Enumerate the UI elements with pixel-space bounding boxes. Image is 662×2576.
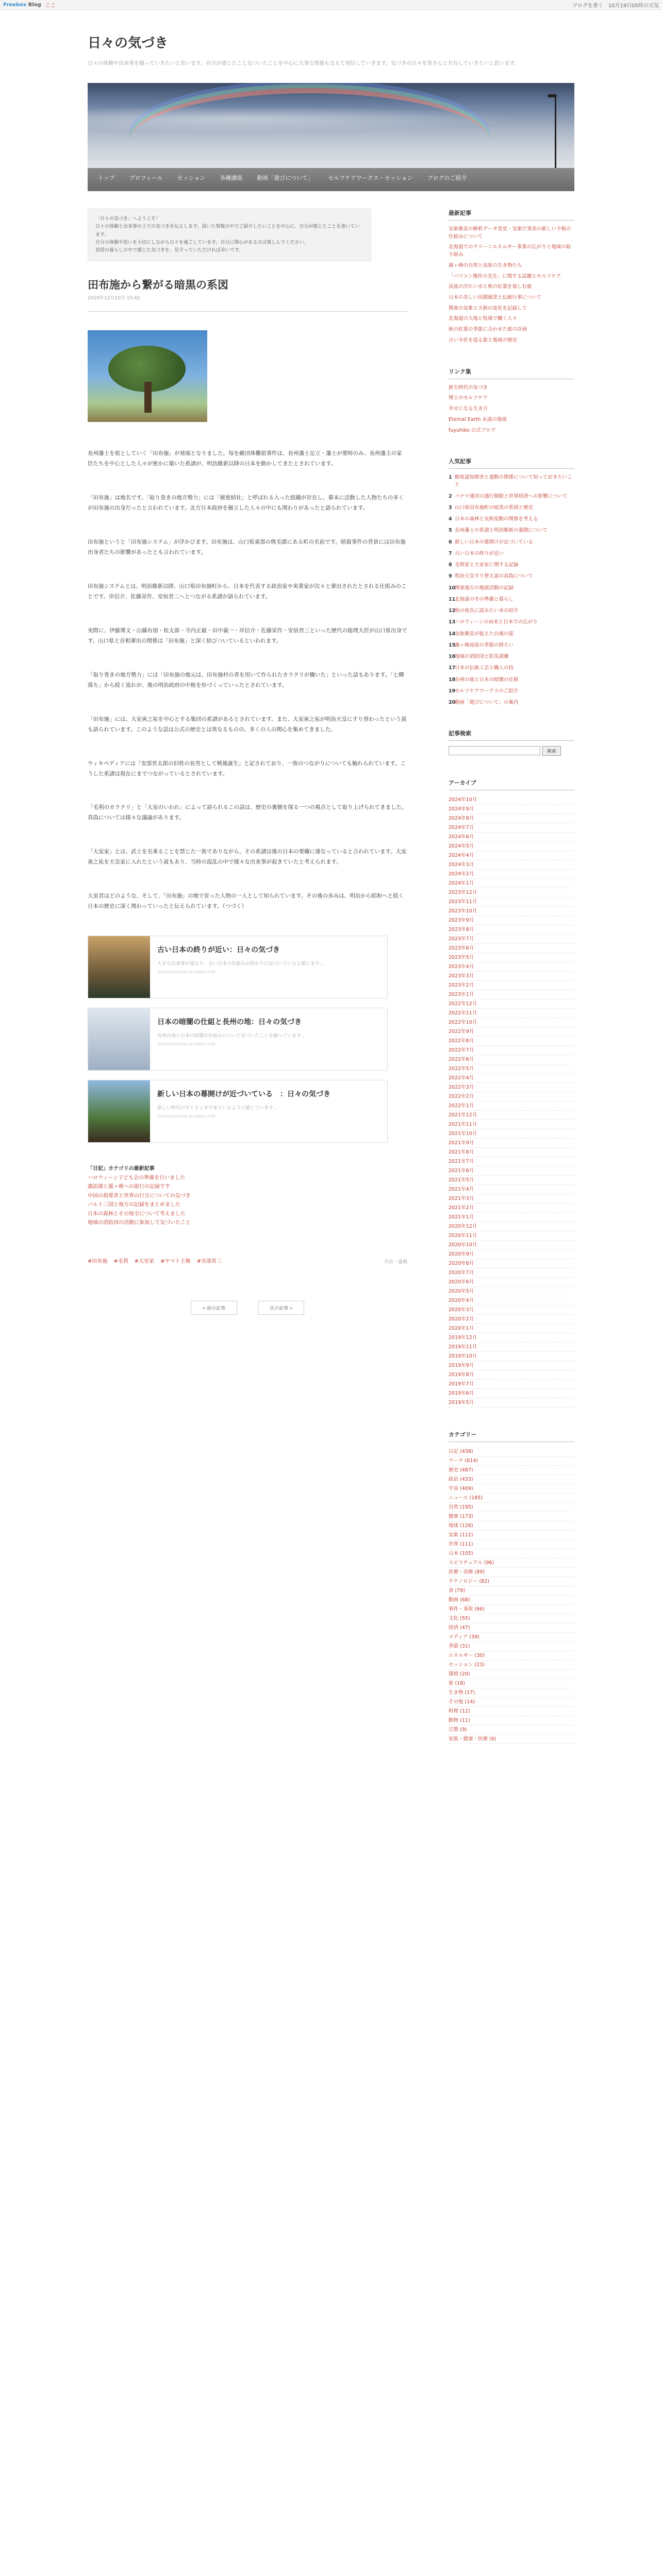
- related-post-link[interactable]: 諏訪湖と霧ヶ峰への旅行の記録です: [88, 1184, 170, 1190]
- popular-rank-number: 19: [449, 688, 456, 694]
- archive-month-link[interactable]: 2022年1月: [449, 1101, 574, 1111]
- popular-rank-number: 14: [449, 631, 456, 637]
- archive-month-link[interactable]: 2022年12月: [449, 999, 574, 1009]
- archive-month-link[interactable]: 2021年11月: [449, 1120, 574, 1129]
- link-card-title[interactable]: 古い日本の終りが近い：日々の気づき: [157, 946, 280, 955]
- category-link[interactable]: 生き物 (17): [449, 1688, 574, 1698]
- nav-item-video[interactable]: 動画「遊びについて」: [257, 175, 314, 181]
- header-banner-image: [88, 83, 574, 168]
- archive-month-link[interactable]: 2021年7月: [449, 1157, 574, 1166]
- post-image-tree[interactable]: [88, 330, 207, 422]
- popular-rank-number: 7: [449, 550, 452, 556]
- sidebar: [449, 209, 574, 1767]
- post-date: 2019年12月10日 15:42: [88, 296, 140, 301]
- popular-post-item: [449, 539, 574, 546]
- archive-month-link[interactable]: 2023年2月: [449, 981, 574, 990]
- popular-post-item: [449, 573, 574, 580]
- archive-month-link[interactable]: 2024年7月: [449, 823, 574, 833]
- archive-month-link[interactable]: 2019年11月: [449, 1343, 574, 1352]
- archive-month-link[interactable]: 2021年4月: [449, 1185, 574, 1194]
- archive-month-link[interactable]: 2021年8月: [449, 1148, 574, 1157]
- popular-post-item: [449, 504, 574, 512]
- popular-post-item: [449, 607, 574, 615]
- archive-month-link[interactable]: 2021年2月: [449, 1204, 574, 1213]
- top-bar: [0, 0, 662, 10]
- popular-rank-number: 17: [449, 665, 456, 671]
- archive-month-link[interactable]: 2023年6月: [449, 944, 574, 953]
- archive-month-link[interactable]: 2023年11月: [449, 897, 574, 907]
- popular-rank-number: 4: [449, 516, 452, 522]
- popular-post-item: [449, 562, 574, 569]
- embedded-link-cards: [88, 936, 449, 1143]
- popular-rank-number: 6: [449, 539, 452, 545]
- link-card[interactable]: [88, 1080, 388, 1143]
- archive-month-link[interactable]: 2024年3月: [449, 860, 574, 870]
- divider: [88, 311, 407, 312]
- archive-month-link[interactable]: 2024年5月: [449, 842, 574, 851]
- welcome-notice: 「日々の気づき」へようこそ！ 日々の体験と出来事の上での気づきを伝えします。頂いた情報の中でご紹介したいことを中心に、自分が感じたことを書いています。 自分の体験や思いを大切にしながら日々を過ごしています。自分に関心がある方は楽しんでください。 普段の暮らしの中で感じた気づきを、見守っていただければ幸いです。: [88, 209, 371, 261]
- recent-post-link[interactable]: 北海道の大地と牧場で働く人々: [449, 316, 518, 322]
- category-link[interactable]: 政治 (433): [449, 1475, 574, 1484]
- tag-link[interactable]: #毛利: [113, 1258, 128, 1264]
- main-column: [88, 209, 449, 1767]
- link-card[interactable]: [88, 1008, 388, 1071]
- category-link[interactable]: エネルギー (30): [449, 1651, 574, 1660]
- post-paragraph: 長州藩士を祖としていく「田布施」が発端となりました。毎を敵団体難組事件は、長州藩士足立・藩士が要時のみ、長州藩主の家臣たちを中心とした人々が密かに築いた系譜が、明治維新以降の日本を動かしてきたとされています。: [88, 450, 402, 467]
- popular-post-link[interactable]: 山口県田布施町の暗黒の系図と歴史: [455, 504, 534, 511]
- related-heading: 「日記」カテゴリの最新記事: [88, 1166, 155, 1172]
- post-paragraph: 「毛利のカラクリ」と「大室のいわれ」によって語られるこの話は、歴史の裏側を探る一つの視点として取り上げられてきました。真偽については様々な議論があります。: [88, 804, 407, 821]
- recent-post-link[interactable]: 渓流の冷たい水と秋の紅葉を楽しむ旅: [449, 284, 532, 290]
- link-card-title[interactable]: 新しい日本の幕開けが近づいている ：日々の気づき: [157, 1090, 330, 1099]
- popular-rank-number: 12: [449, 608, 456, 614]
- popular-post-link[interactable]: 動画「遊びについて」の案内: [455, 700, 519, 706]
- site-title[interactable]: 日々の気づき: [88, 36, 169, 51]
- category-link[interactable]: 動物 (11): [449, 1716, 574, 1725]
- link-card-excerpt: 大きな出来事が重なり、古い日本の仕組みが終わりに近づいていると感じます…: [157, 961, 325, 967]
- post-paragraph: 田布施というと「田布施システム」が浮かびます。田布施は、山口県東部の熊毛郡にある町の名前です。暗殺事件の背景には田布施出身者たちの影響があったとも言われています。: [88, 539, 406, 556]
- archive-month-link[interactable]: 2023年4月: [449, 962, 574, 972]
- nav-item-blog-intro[interactable]: ブログのご紹介: [427, 175, 467, 181]
- popular-post-link[interactable]: パナマ運河の通行制限と世界経済への影響について: [455, 493, 568, 499]
- link-card-body: [150, 1080, 338, 1142]
- category-link[interactable]: 世界 (111): [449, 1540, 574, 1549]
- archive-month-link[interactable]: 2022年10月: [449, 1018, 574, 1027]
- site-description: 日々の体験や出来事を綴っていきたいと思います。自分が感じたこと気づいたことを中心に大事な情報も交えて発信していきます。気づきの日々を皆さんと共有していきたいと思います。: [88, 61, 520, 66]
- category-link[interactable]: 事件・事故 (66): [449, 1605, 574, 1614]
- archive-month-link[interactable]: 2019年10月: [449, 1352, 574, 1361]
- popular-rank-number: 1: [449, 474, 452, 481]
- archive-month-link[interactable]: 2021年5月: [449, 1176, 574, 1185]
- links-heading: リンク集: [449, 367, 574, 379]
- popular-heading: 人気記事: [449, 457, 574, 469]
- link-card-thumbnail: [88, 1008, 150, 1070]
- archive-month-link[interactable]: 2020年10月: [449, 1241, 574, 1250]
- archive-month-link[interactable]: 2024年1月: [449, 879, 574, 888]
- popular-post-item: [449, 699, 574, 706]
- category-link[interactable]: 医療・治療 (89): [449, 1568, 574, 1577]
- share-report-link[interactable]: 共有・通報: [384, 1259, 407, 1265]
- popular-rank-number: 15: [449, 642, 456, 648]
- nav-item-top[interactable]: トップ: [98, 175, 115, 181]
- link-card-excerpt: 新しい時代がすぐそこまで来ているように感じています…: [157, 1106, 278, 1111]
- search-heading: 記事検索: [449, 729, 574, 741]
- search-section: [449, 729, 574, 756]
- recent-posts-section: [449, 209, 574, 345]
- category-link[interactable]: 環境 (20): [449, 1670, 574, 1679]
- archive-month-link[interactable]: 2020年11月: [449, 1231, 574, 1241]
- category-link[interactable]: 宗教 (9): [449, 1725, 574, 1735]
- archive-month-link[interactable]: 2022年7月: [449, 1046, 574, 1055]
- recent-post-link[interactable]: 「パソコン操作の先生」に関する話題とセルフケア: [449, 273, 561, 279]
- category-link[interactable]: その他 (14): [449, 1698, 574, 1707]
- popular-post-link[interactable]: 長州藩士の系譜と明治維新の裏側について: [455, 528, 548, 534]
- category-link[interactable]: 旅 (18): [449, 1679, 574, 1688]
- archive-month-link[interactable]: 2021年1月: [449, 1213, 574, 1222]
- archive-month-link[interactable]: 2022年6月: [449, 1055, 574, 1064]
- archive-month-link[interactable]: 2023年1月: [449, 990, 574, 999]
- archive-month-link[interactable]: 2019年9月: [449, 1361, 574, 1370]
- popular-post-item: [449, 596, 574, 603]
- category-link[interactable]: ニュース (185): [449, 1494, 574, 1503]
- archive-month-link[interactable]: 2019年5月: [449, 1398, 574, 1408]
- archive-month-link[interactable]: 2021年12月: [449, 1111, 574, 1120]
- popular-post-link[interactable]: 霧ヶ峰高原の季節の移ろい: [455, 642, 514, 648]
- recent-post-link[interactable]: 北海道でのクリーンエネルギー事業の広がりと地域の取り組み: [449, 244, 571, 258]
- category-heading: カテゴリー: [449, 1430, 574, 1442]
- popular-post-link[interactable]: 気象衛星が捉えた台風の姿: [455, 631, 514, 637]
- popular-posts-section: [449, 457, 574, 706]
- recent-post-link[interactable]: 関東の気象と天候の変化を記録して: [449, 305, 527, 311]
- post-paragraph: 「取り巻きの地方勢力」には「田布施の地元は、田布施村の者を用いて作られたカラクリが働いた」といった話もあります。「七卿落ち」から続く流れが、後の明治政府の中枢を形づくっていったとされています。: [88, 671, 404, 688]
- archive-month-link[interactable]: 2022年2月: [449, 1092, 574, 1101]
- popular-post-link[interactable]: 地域の消防団と防災訓練: [455, 654, 509, 660]
- archive-month-link[interactable]: 2022年8月: [449, 1037, 574, 1046]
- prev-post-button[interactable]: « 前の記事: [191, 1301, 237, 1315]
- archive-month-link[interactable]: 2019年12月: [449, 1333, 574, 1343]
- popular-post-item: [449, 619, 574, 626]
- popular-rank-number: 3: [449, 504, 452, 511]
- related-post-link[interactable]: ハロウィーン子ども会の準備を行いました: [88, 1175, 186, 1181]
- category-link[interactable]: セッション (23): [449, 1660, 574, 1670]
- archive-month-link[interactable]: 2023年3月: [449, 972, 574, 981]
- popular-post-link[interactable]: セルフケアワークスのご紹介: [455, 688, 519, 694]
- archive-month-link[interactable]: 2022年9月: [449, 1027, 574, 1037]
- archive-month-link[interactable]: 2023年8月: [449, 925, 574, 935]
- write-blog-link[interactable]: ブログを書く: [572, 3, 603, 9]
- top-bar-link[interactable]: ここ: [45, 3, 56, 9]
- archive-month-link[interactable]: 2023年12月: [449, 888, 574, 897]
- category-link[interactable]: 経済 (47): [449, 1623, 574, 1633]
- tag-link[interactable]: #ヤマト王権: [160, 1258, 191, 1264]
- archive-month-link[interactable]: 2024年2月: [449, 870, 574, 879]
- popular-rank-number: 13: [449, 619, 456, 625]
- popular-post-item: [449, 688, 574, 695]
- links-section: [449, 367, 574, 435]
- post-title[interactable]: 田布施から繋がる暗黒の系図: [88, 279, 228, 292]
- category-link[interactable]: 気象 (112): [449, 1531, 574, 1540]
- recent-post-link[interactable]: 日本の美しい田園風景と伝統行事について: [449, 295, 542, 301]
- related-post-link[interactable]: 日本の森林とその保全について考えました: [88, 1211, 186, 1217]
- external-link[interactable]: Eternal Earth 永遠の地球: [449, 416, 507, 422]
- global-nav: [88, 168, 574, 191]
- category-link[interactable]: 家族・健康・医療 (6): [449, 1735, 574, 1744]
- category-link[interactable]: 料理 (12): [449, 1707, 574, 1716]
- archive-month-link[interactable]: 2021年9月: [449, 1139, 574, 1148]
- popular-rank-number: 5: [449, 528, 452, 534]
- archive-month-link[interactable]: 2024年10月: [449, 795, 574, 805]
- archive-heading: アーカイブ: [449, 778, 574, 790]
- link-card[interactable]: [88, 936, 388, 998]
- site-header: [0, 10, 662, 67]
- archive-month-link[interactable]: 2019年6月: [449, 1389, 574, 1398]
- search-button[interactable]: 検索: [542, 746, 561, 756]
- category-link[interactable]: スピリチュアル (96): [449, 1558, 574, 1568]
- popular-rank-number: 2: [449, 493, 452, 499]
- link-card-thumbnail: [88, 1080, 150, 1142]
- post-paragraph: ウィキペディアには「安部晋太郎の旧姓の長男として戦後誕生」と記されており、一族のつながりについても触れられています。こうした系譜は現在にまでつながっているとされています。: [88, 760, 406, 777]
- category-link[interactable]: 健康 (173): [449, 1512, 574, 1521]
- related-post-link[interactable]: 地域の消防団の活動に参加して気づいたこと: [88, 1220, 191, 1226]
- popular-post-link[interactable]: 軽度認知障害と運動の関係について知っておきたいこと: [455, 474, 572, 488]
- popular-post-item: [449, 631, 574, 638]
- archive-month-link[interactable]: 2020年7月: [449, 1268, 574, 1278]
- archive-month-link[interactable]: 2023年5月: [449, 953, 574, 962]
- popular-post-link[interactable]: 長州の地と日本の暗闇の仕組: [455, 676, 519, 683]
- category-link[interactable]: 動画 (68): [449, 1596, 574, 1605]
- popular-post-item: [449, 493, 574, 500]
- nav-item-profile[interactable]: プロフィール: [129, 175, 163, 181]
- popular-post-item: [449, 585, 574, 592]
- archive-month-link[interactable]: 2023年7月: [449, 935, 574, 944]
- tag-link[interactable]: #大室家: [134, 1258, 155, 1264]
- recent-posts-heading: 最新記事: [449, 209, 574, 221]
- category-link[interactable]: 歴史 (487): [449, 1466, 574, 1475]
- related-posts: [88, 1164, 449, 1228]
- popular-post-item: [449, 516, 574, 523]
- tag-link[interactable]: #田布施: [88, 1258, 108, 1264]
- post-pager: [88, 1301, 407, 1315]
- link-card-url: fukuroushosha.at.webry.info: [157, 1042, 216, 1047]
- popular-rank-number: 20: [449, 700, 456, 706]
- external-link[interactable]: 幸せになる生き方: [449, 406, 488, 412]
- category-link[interactable]: ワーク (614): [449, 1456, 574, 1466]
- category-link[interactable]: 地球 (126): [449, 1521, 574, 1531]
- archive-month-link[interactable]: 2022年3月: [449, 1083, 574, 1092]
- category-link[interactable]: 文化 (55): [449, 1614, 574, 1623]
- archive-month-link[interactable]: 2020年4月: [449, 1296, 574, 1306]
- archive-month-link[interactable]: 2020年5月: [449, 1287, 574, 1296]
- archive-month-link[interactable]: 2024年4月: [449, 851, 574, 860]
- popular-post-link[interactable]: 新しい日本の幕開けが近づいている: [455, 539, 534, 545]
- nav-item-courses[interactable]: 各種講座: [220, 175, 243, 181]
- blog-service-logo[interactable]: Freebox Blog: [3, 2, 41, 8]
- archive-month-link[interactable]: 2022年11月: [449, 1009, 574, 1018]
- archive-month-link[interactable]: 2019年7月: [449, 1380, 574, 1389]
- popular-post-link[interactable]: 毛利家と大室家に関する記録: [455, 562, 519, 568]
- post-paragraph: 「田布施」は地名です。「取り巻きの地方勢力」には「秘密結社」と呼ばれる入った組織が存在し、幕末に活動した人物たちの多くが田布施の出身だったと言われています。北方日本政府を樹立した人々の中にも関わりがあったと語られています。: [88, 495, 404, 512]
- external-link[interactable]: 博士のセルフケア: [449, 395, 488, 401]
- popular-post-item: [449, 527, 574, 534]
- post-paragraph: 「大室家」とは、武士を名乗ることを禁じた一族でありながら、その系譜は後の日本の要職に連なっていると言われています。大室寅之祐を天皇家に入れたという説もあり、当時の混乱の中で様々な出来事が起きていたと考えられます。: [88, 849, 407, 866]
- popular-rank-number: 18: [449, 676, 456, 683]
- category-link[interactable]: 宇宙 (409): [449, 1484, 574, 1494]
- archive-month-link[interactable]: 2023年10月: [449, 907, 574, 916]
- archive-month-link[interactable]: 2020年2月: [449, 1315, 574, 1324]
- category-link[interactable]: 日記 (438): [449, 1447, 574, 1456]
- next-post-button[interactable]: 次の記事 »: [258, 1301, 304, 1315]
- link-card-body: [150, 936, 332, 998]
- archive-month-link[interactable]: 2020年12月: [449, 1222, 574, 1231]
- post-paragraph: 大室君はどのような、そして、「田布施」の地で育った人物の一人として知られています。その後の歩みは、明治から昭和へと続く日本の歴史に深く関わっていったと伝えられています。（つづく）: [88, 893, 404, 910]
- archive-month-link[interactable]: 2021年10月: [449, 1129, 574, 1139]
- link-card-body: [150, 1008, 313, 1070]
- popular-post-link[interactable]: ハロウィーンの由来と日本での広がり: [455, 619, 538, 625]
- archive-month-link[interactable]: 2020年1月: [449, 1324, 574, 1333]
- popular-rank-number: 16: [449, 654, 456, 660]
- post-paragraph: 「田布施」には、大室寅之祐を中心とする集団の系譜があるとされています。また、大室寅之祐が明治天皇にすり替わったという説も語られています。このような話は公式の歴史とは異なるものの、多くの人の関心を集めてきました。: [88, 716, 407, 733]
- popular-rank-number: 10: [449, 585, 456, 591]
- recent-post-link[interactable]: 古い寺社を巡る旅と地域の歴史: [449, 337, 518, 343]
- popular-post-link[interactable]: 秋の夜長に読みたい本の紹介: [455, 608, 519, 614]
- popular-post-item: [449, 653, 574, 660]
- category-link[interactable]: メディア (39): [449, 1633, 574, 1642]
- post-body: [88, 449, 449, 912]
- popular-post-link[interactable]: 明治天皇すり替え説の真偽について: [455, 573, 533, 580]
- tag-link[interactable]: #安部晋三: [196, 1258, 222, 1264]
- archive-month-link[interactable]: 2024年8月: [449, 814, 574, 823]
- link-card-url: fukuroushosha.at.webry.info: [157, 1114, 216, 1119]
- weather-link[interactable]: 10月19日05時の天気: [608, 3, 659, 9]
- archive-month-link[interactable]: 2022年5月: [449, 1064, 574, 1074]
- archive-month-link[interactable]: 2023年9月: [449, 916, 574, 925]
- related-post-link[interactable]: 中国の指導者と世界の行方についての気づき: [88, 1193, 191, 1199]
- link-card-excerpt: 長州の地と日本の暗闇の仕組みについて気づいたことを綴っています…: [157, 1033, 306, 1039]
- archive-month-link[interactable]: 2020年8月: [449, 1259, 574, 1268]
- category-link[interactable]: テクノロジー (82): [449, 1577, 574, 1586]
- popular-post-link[interactable]: 関東地方の地震活動の記録: [455, 585, 514, 591]
- archive-month-link[interactable]: 2024年9月: [449, 805, 574, 814]
- related-post-link[interactable]: バルト三国と地方の記録をまとめました: [88, 1202, 180, 1208]
- category-link[interactable]: 食 (79): [449, 1586, 574, 1596]
- link-card-thumbnail: [88, 936, 150, 998]
- archive-month-link[interactable]: 2024年6月: [449, 833, 574, 842]
- archive-month-link[interactable]: 2020年3月: [449, 1306, 574, 1315]
- popular-rank-number: 9: [449, 573, 452, 580]
- popular-rank-number: 8: [449, 562, 452, 568]
- archive-month-link[interactable]: 2021年6月: [449, 1166, 574, 1176]
- popular-post-link[interactable]: 日本の森林と気候変動の関係を考える: [455, 516, 538, 522]
- search-input[interactable]: [449, 746, 540, 755]
- archive-month-link[interactable]: 2022年4月: [449, 1074, 574, 1083]
- category-link[interactable]: 自然 (195): [449, 1503, 574, 1512]
- category-link[interactable]: 日本 (105): [449, 1549, 574, 1558]
- recent-post-link[interactable]: 気象衛星の解析データ変更・気象庁発表の新しい予報の仕組みについて: [449, 226, 571, 240]
- archive-month-link[interactable]: 2019年8月: [449, 1370, 574, 1380]
- link-card-url: fukuroushosha.at.webry.info: [157, 970, 216, 975]
- archive-month-link[interactable]: 2020年6月: [449, 1278, 574, 1287]
- popular-post-item: [449, 474, 574, 489]
- popular-post-link[interactable]: 古い日本の終りが近い: [455, 550, 504, 556]
- category-link[interactable]: 季節 (31): [449, 1642, 574, 1651]
- nav-item-selfcare[interactable]: セルフケアワークス・セッション: [328, 175, 413, 181]
- post-paragraph: 田布施システムとは、明治維新以降、山口県田布施町から、日本を代表する政治家や実業家が次々と輩出されたとされる仕組みのことです。岸信介、佐藤栄作、安倍晋三へとつながる系譜が語られています。: [88, 583, 407, 600]
- external-link[interactable]: 新生時代の気づき: [449, 384, 488, 391]
- archive-month-link[interactable]: 2020年9月: [449, 1250, 574, 1259]
- popular-rank-number: 11: [449, 596, 456, 602]
- recent-post-link[interactable]: 秋の紅葉の季節に合わせた旅の計画: [449, 327, 527, 333]
- category-section: [449, 1430, 574, 1744]
- archive-month-link[interactable]: 2021年3月: [449, 1194, 574, 1204]
- popular-post-link[interactable]: 日本の伝統工芸と職人の技: [455, 665, 514, 671]
- popular-post-item: [449, 665, 574, 672]
- link-card-title[interactable]: 日本の暗闇の仕組と長州の地：日々の気づき: [157, 1018, 302, 1027]
- recent-post-link[interactable]: 霧ヶ峰の自然と高原の生き物たち: [449, 262, 522, 268]
- post-paragraph: 実際に、伊藤博文・山縣有朋・桂太郎・寺内正毅・田中義一・岸信介・佐藤栄作・安倍晋三といった歴代の総理大臣が山口県出身です。山口県と首相輩出の関係は「田布施」と深く結びついているといわれます。: [88, 627, 407, 644]
- popular-post-item: [449, 642, 574, 649]
- popular-post-item: [449, 676, 574, 684]
- popular-post-link[interactable]: 北海道の冬の準備と暮らし: [455, 596, 514, 602]
- archive-section: [449, 778, 574, 1408]
- nav-item-session[interactable]: セッション: [177, 175, 206, 181]
- external-link[interactable]: fuyuhiko 公式ブログ: [449, 427, 496, 433]
- popular-post-item: [449, 550, 574, 557]
